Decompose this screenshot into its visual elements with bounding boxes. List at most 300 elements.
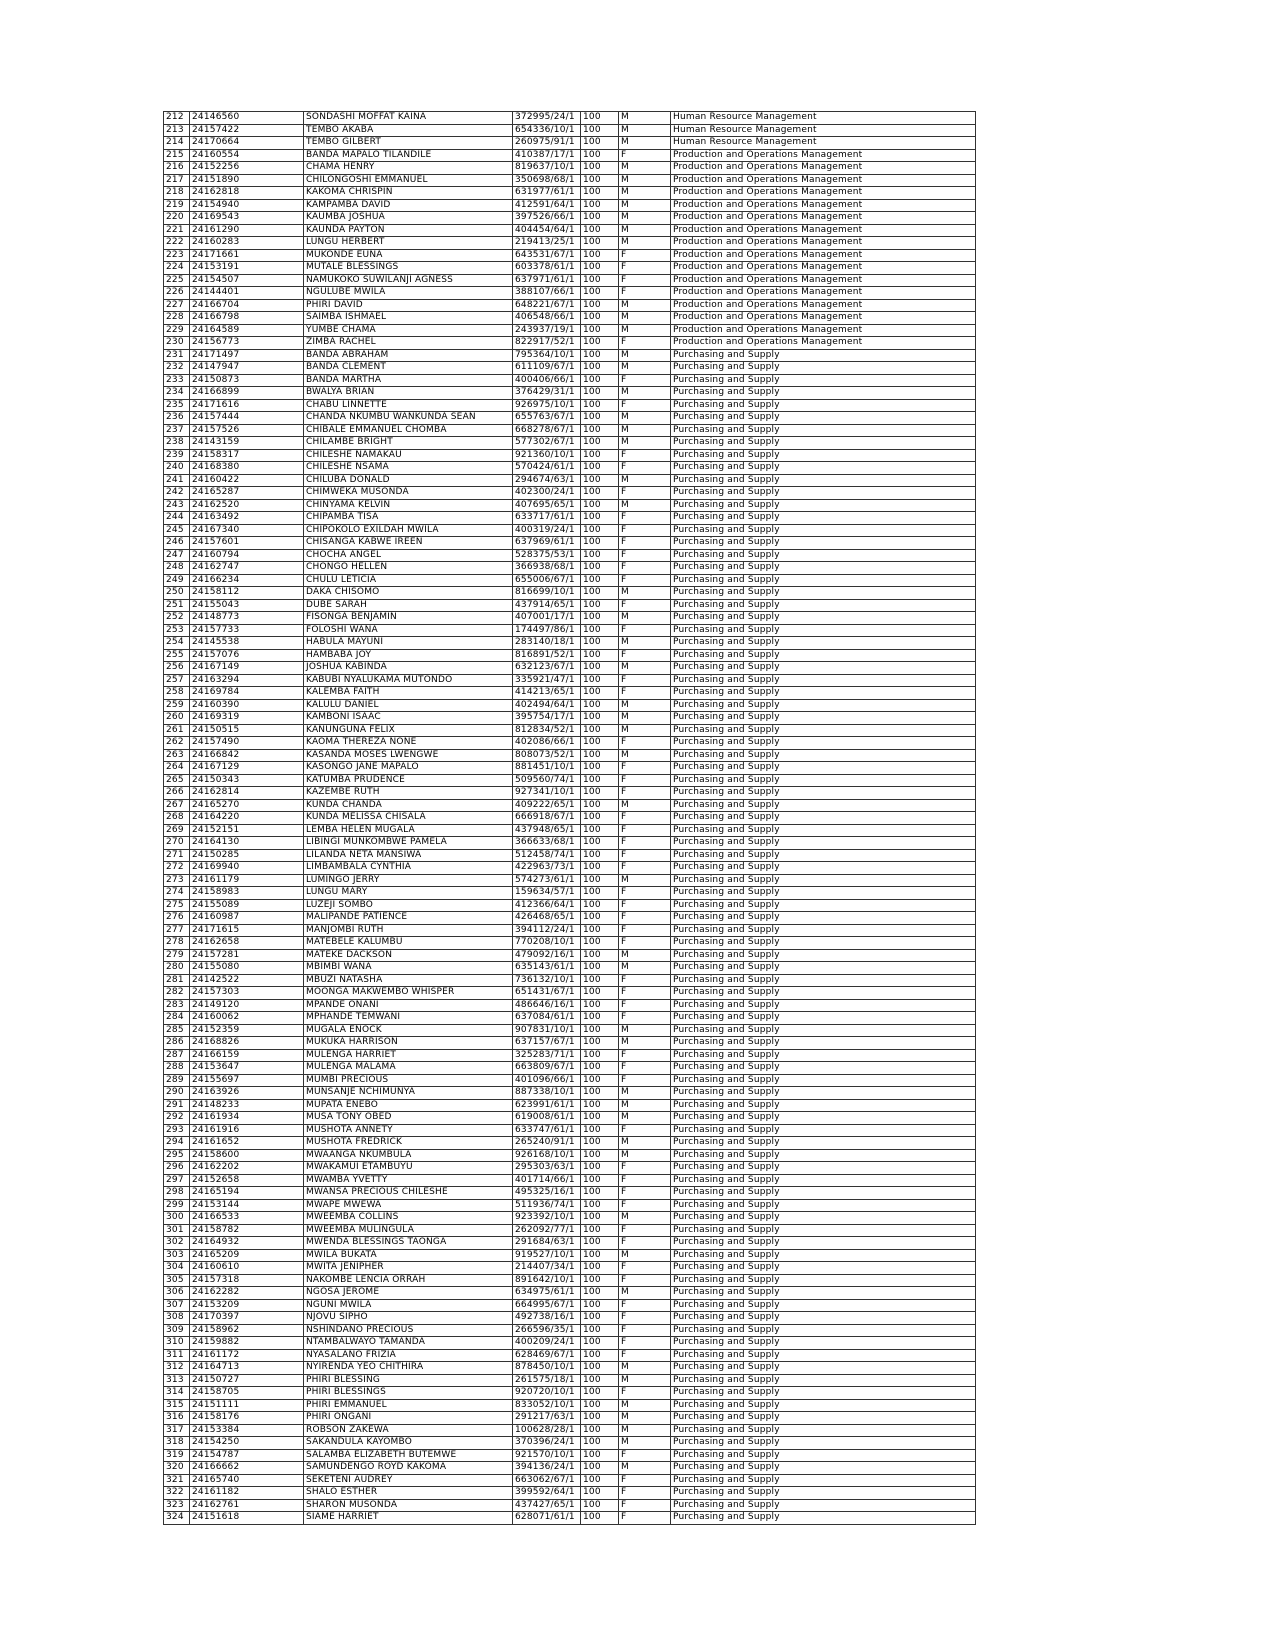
sex-cell: M bbox=[619, 387, 671, 400]
sex-cell: F bbox=[619, 987, 671, 1000]
student-name-cell: LIMBAMBALA CYNTHIA bbox=[304, 862, 513, 875]
programme-cell: Purchasing and Supply bbox=[671, 1287, 976, 1300]
score-cell: 100 bbox=[581, 824, 619, 837]
table-row bbox=[164, 1149, 976, 1162]
programme-cell: Purchasing and Supply bbox=[671, 412, 976, 425]
row-number-cell: 318 bbox=[164, 1437, 190, 1450]
row-number-cell: 311 bbox=[164, 1349, 190, 1362]
student-id-cell: 24157422 bbox=[190, 124, 304, 137]
nrc-number-cell: 637157/67/1 bbox=[513, 1037, 581, 1050]
student-name-cell: MWAKAMUI ETAMBUYU bbox=[304, 1162, 513, 1175]
sex-cell: M bbox=[619, 1462, 671, 1475]
table-row bbox=[164, 1024, 976, 1037]
programme-cell: Purchasing and Supply bbox=[671, 1349, 976, 1362]
nrc-number-cell: 512458/74/1 bbox=[513, 849, 581, 862]
sex-cell: M bbox=[619, 662, 671, 675]
table-row bbox=[164, 1374, 976, 1387]
student-name-cell: MATEBELE KALUMBU bbox=[304, 937, 513, 950]
student-id-cell: 24157601 bbox=[190, 537, 304, 550]
nrc-number-cell: 394136/24/1 bbox=[513, 1462, 581, 1475]
row-number-cell: 218 bbox=[164, 187, 190, 200]
student-name-cell: NGUNI MWILA bbox=[304, 1299, 513, 1312]
sex-cell: F bbox=[619, 812, 671, 825]
sex-cell: M bbox=[619, 699, 671, 712]
score-cell: 100 bbox=[581, 1137, 619, 1150]
sex-cell: M bbox=[619, 1399, 671, 1412]
student-name-cell: LUNGU MARY bbox=[304, 887, 513, 900]
score-cell: 100 bbox=[581, 1462, 619, 1475]
row-number-cell: 247 bbox=[164, 549, 190, 562]
student-id-cell: 24156773 bbox=[190, 337, 304, 350]
student-name-cell: MWENDA BLESSINGS TAONGA bbox=[304, 1237, 513, 1250]
programme-cell: Purchasing and Supply bbox=[671, 812, 976, 825]
student-name-cell: CHABU LINNETTE bbox=[304, 399, 513, 412]
nrc-number-cell: 325283/71/1 bbox=[513, 1049, 581, 1062]
table-row bbox=[164, 424, 976, 437]
table-row bbox=[164, 1112, 976, 1125]
student-list-body bbox=[164, 112, 976, 1525]
nrc-number-cell: 402494/64/1 bbox=[513, 699, 581, 712]
student-name-cell: SAMUNDENGO ROYD KAKOMA bbox=[304, 1462, 513, 1475]
programme-cell: Purchasing and Supply bbox=[671, 1162, 976, 1175]
nrc-number-cell: 262092/77/1 bbox=[513, 1224, 581, 1237]
score-cell: 100 bbox=[581, 249, 619, 262]
sex-cell: F bbox=[619, 262, 671, 275]
sex-cell: F bbox=[619, 687, 671, 700]
table-row bbox=[164, 1087, 976, 1100]
programme-cell: Purchasing and Supply bbox=[671, 1074, 976, 1087]
sex-cell: F bbox=[619, 487, 671, 500]
programme-cell: Purchasing and Supply bbox=[671, 1437, 976, 1450]
student-name-cell: DUBE SARAH bbox=[304, 599, 513, 612]
nrc-number-cell: 437914/65/1 bbox=[513, 599, 581, 612]
student-name-cell: MBIMBI WANA bbox=[304, 962, 513, 975]
sex-cell: M bbox=[619, 1099, 671, 1112]
programme-cell: Purchasing and Supply bbox=[671, 849, 976, 862]
nrc-number-cell: 399592/64/1 bbox=[513, 1487, 581, 1500]
score-cell: 100 bbox=[581, 1099, 619, 1112]
student-name-cell: TEMBO AKABA bbox=[304, 124, 513, 137]
score-cell: 100 bbox=[581, 587, 619, 600]
score-cell: 100 bbox=[581, 1487, 619, 1500]
student-name-cell: KAUMBA JOSHUA bbox=[304, 212, 513, 225]
nrc-number-cell: 770208/10/1 bbox=[513, 937, 581, 950]
student-id-cell: 24162761 bbox=[190, 1499, 304, 1512]
nrc-number-cell: 366938/68/1 bbox=[513, 562, 581, 575]
student-id-cell: 24150343 bbox=[190, 774, 304, 787]
table-row bbox=[164, 849, 976, 862]
programme-cell: Purchasing and Supply bbox=[671, 712, 976, 725]
score-cell: 100 bbox=[581, 299, 619, 312]
student-id-cell: 24142522 bbox=[190, 974, 304, 987]
nrc-number-cell: 397526/66/1 bbox=[513, 212, 581, 225]
student-id-cell: 24164932 bbox=[190, 1237, 304, 1250]
nrc-number-cell: 395754/17/1 bbox=[513, 712, 581, 725]
score-cell: 100 bbox=[581, 1374, 619, 1387]
sex-cell: F bbox=[619, 674, 671, 687]
sex-cell: M bbox=[619, 224, 671, 237]
sex-cell: F bbox=[619, 762, 671, 775]
student-id-cell: 24158600 bbox=[190, 1149, 304, 1162]
nrc-number-cell: 402086/66/1 bbox=[513, 737, 581, 750]
sex-cell: F bbox=[619, 837, 671, 850]
score-cell: 100 bbox=[581, 1274, 619, 1287]
row-number-cell: 269 bbox=[164, 824, 190, 837]
sex-cell: F bbox=[619, 1062, 671, 1075]
nrc-number-cell: 822917/52/1 bbox=[513, 337, 581, 350]
table-row bbox=[164, 1474, 976, 1487]
score-cell: 100 bbox=[581, 174, 619, 187]
sex-cell: M bbox=[619, 1137, 671, 1150]
student-name-cell: MULENGA MALAMA bbox=[304, 1062, 513, 1075]
row-number-cell: 274 bbox=[164, 887, 190, 900]
student-name-cell: PHIRI DAVID bbox=[304, 299, 513, 312]
nrc-number-cell: 648221/67/1 bbox=[513, 299, 581, 312]
programme-cell: Purchasing and Supply bbox=[671, 1174, 976, 1187]
row-number-cell: 305 bbox=[164, 1274, 190, 1287]
programme-cell: Purchasing and Supply bbox=[671, 1224, 976, 1237]
programme-cell: Purchasing and Supply bbox=[671, 1112, 976, 1125]
student-name-cell: ROBSON ZAKEWA bbox=[304, 1424, 513, 1437]
student-id-cell: 24163926 bbox=[190, 1087, 304, 1100]
nrc-number-cell: 655763/67/1 bbox=[513, 412, 581, 425]
nrc-number-cell: 632123/67/1 bbox=[513, 662, 581, 675]
sex-cell: F bbox=[619, 862, 671, 875]
sex-cell: M bbox=[619, 174, 671, 187]
row-number-cell: 251 bbox=[164, 599, 190, 612]
nrc-number-cell: 651431/67/1 bbox=[513, 987, 581, 1000]
sex-cell: M bbox=[619, 312, 671, 325]
nrc-number-cell: 511936/74/1 bbox=[513, 1199, 581, 1212]
sex-cell: F bbox=[619, 1074, 671, 1087]
score-cell: 100 bbox=[581, 812, 619, 825]
programme-cell: Purchasing and Supply bbox=[671, 799, 976, 812]
row-number-cell: 250 bbox=[164, 587, 190, 600]
nrc-number-cell: 623991/61/1 bbox=[513, 1099, 581, 1112]
sex-cell: F bbox=[619, 1499, 671, 1512]
nrc-number-cell: 492738/16/1 bbox=[513, 1312, 581, 1325]
programme-cell: Purchasing and Supply bbox=[671, 737, 976, 750]
nrc-number-cell: 619008/61/1 bbox=[513, 1112, 581, 1125]
table-row bbox=[164, 812, 976, 825]
table-row bbox=[164, 1412, 976, 1425]
sex-cell: F bbox=[619, 1124, 671, 1137]
programme-cell: Purchasing and Supply bbox=[671, 462, 976, 475]
programme-cell: Purchasing and Supply bbox=[671, 774, 976, 787]
score-cell: 100 bbox=[581, 537, 619, 550]
score-cell: 100 bbox=[581, 1212, 619, 1225]
student-id-cell: 24167340 bbox=[190, 524, 304, 537]
sex-cell: F bbox=[619, 1337, 671, 1350]
student-id-cell: 24166798 bbox=[190, 312, 304, 325]
table-row bbox=[164, 237, 976, 250]
student-id-cell: 24151111 bbox=[190, 1399, 304, 1412]
row-number-cell: 314 bbox=[164, 1387, 190, 1400]
row-number-cell: 265 bbox=[164, 774, 190, 787]
sex-cell: M bbox=[619, 1424, 671, 1437]
row-number-cell: 324 bbox=[164, 1512, 190, 1525]
student-name-cell: KANUNGUNA FELIX bbox=[304, 724, 513, 737]
programme-cell: Production and Operations Management bbox=[671, 149, 976, 162]
nrc-number-cell: 412591/64/1 bbox=[513, 199, 581, 212]
table-row bbox=[164, 887, 976, 900]
student-name-cell: MWEEMBA COLLINS bbox=[304, 1212, 513, 1225]
programme-cell: Purchasing and Supply bbox=[671, 787, 976, 800]
student-id-cell: 24169319 bbox=[190, 712, 304, 725]
table-row bbox=[164, 1237, 976, 1250]
table-row bbox=[164, 1124, 976, 1137]
score-cell: 100 bbox=[581, 1024, 619, 1037]
student-id-cell: 24155043 bbox=[190, 599, 304, 612]
student-name-cell: LEMBA HELEN MUGALA bbox=[304, 824, 513, 837]
student-id-cell: 24150727 bbox=[190, 1374, 304, 1387]
student-id-cell: 24157733 bbox=[190, 624, 304, 637]
table-row bbox=[164, 1437, 976, 1450]
score-cell: 100 bbox=[581, 349, 619, 362]
row-number-cell: 294 bbox=[164, 1137, 190, 1150]
student-id-cell: 24160554 bbox=[190, 149, 304, 162]
programme-cell: Purchasing and Supply bbox=[671, 612, 976, 625]
row-number-cell: 219 bbox=[164, 199, 190, 212]
row-number-cell: 262 bbox=[164, 737, 190, 750]
sex-cell: F bbox=[619, 549, 671, 562]
student-id-cell: 24166899 bbox=[190, 387, 304, 400]
row-number-cell: 284 bbox=[164, 1012, 190, 1025]
sex-cell: F bbox=[619, 1012, 671, 1025]
row-number-cell: 295 bbox=[164, 1149, 190, 1162]
score-cell: 100 bbox=[581, 1224, 619, 1237]
score-cell: 100 bbox=[581, 274, 619, 287]
student-name-cell: MUTALE BLESSINGS bbox=[304, 262, 513, 275]
table-row bbox=[164, 599, 976, 612]
table-row bbox=[164, 1387, 976, 1400]
nrc-number-cell: 294674/63/1 bbox=[513, 474, 581, 487]
row-number-cell: 277 bbox=[164, 924, 190, 937]
score-cell: 100 bbox=[581, 1474, 619, 1487]
table-row bbox=[164, 837, 976, 850]
student-id-cell: 24144401 bbox=[190, 287, 304, 300]
row-number-cell: 309 bbox=[164, 1324, 190, 1337]
table-row bbox=[164, 124, 976, 137]
score-cell: 100 bbox=[581, 1062, 619, 1075]
table-row bbox=[164, 1287, 976, 1300]
programme-cell: Purchasing and Supply bbox=[671, 1324, 976, 1337]
sex-cell: F bbox=[619, 462, 671, 475]
table-row bbox=[164, 149, 976, 162]
sex-cell: M bbox=[619, 874, 671, 887]
student-name-cell: CHILESHE NAMAKAU bbox=[304, 449, 513, 462]
student-id-cell: 24159882 bbox=[190, 1337, 304, 1350]
student-id-cell: 24164130 bbox=[190, 837, 304, 850]
table-row bbox=[164, 1424, 976, 1437]
table-row bbox=[164, 374, 976, 387]
row-number-cell: 316 bbox=[164, 1412, 190, 1425]
row-number-cell: 225 bbox=[164, 274, 190, 287]
row-number-cell: 291 bbox=[164, 1099, 190, 1112]
student-id-cell: 24164713 bbox=[190, 1362, 304, 1375]
row-number-cell: 238 bbox=[164, 437, 190, 450]
score-cell: 100 bbox=[581, 1387, 619, 1400]
score-cell: 100 bbox=[581, 1112, 619, 1125]
student-name-cell: CHILESHE NSAMA bbox=[304, 462, 513, 475]
score-cell: 100 bbox=[581, 999, 619, 1012]
programme-cell: Purchasing and Supply bbox=[671, 1137, 976, 1150]
row-number-cell: 298 bbox=[164, 1187, 190, 1200]
table-row bbox=[164, 1399, 976, 1412]
score-cell: 100 bbox=[581, 649, 619, 662]
nrc-number-cell: 283140/18/1 bbox=[513, 637, 581, 650]
student-id-cell: 24157490 bbox=[190, 737, 304, 750]
programme-cell: Purchasing and Supply bbox=[671, 887, 976, 900]
student-id-cell: 24160610 bbox=[190, 1262, 304, 1275]
row-number-cell: 302 bbox=[164, 1237, 190, 1250]
student-id-cell: 24163294 bbox=[190, 674, 304, 687]
nrc-number-cell: 816699/10/1 bbox=[513, 587, 581, 600]
score-cell: 100 bbox=[581, 112, 619, 125]
programme-cell: Purchasing and Supply bbox=[671, 1499, 976, 1512]
nrc-number-cell: 663062/67/1 bbox=[513, 1474, 581, 1487]
programme-cell: Purchasing and Supply bbox=[671, 1474, 976, 1487]
score-cell: 100 bbox=[581, 337, 619, 350]
table-row bbox=[164, 1062, 976, 1075]
sex-cell: M bbox=[619, 962, 671, 975]
nrc-number-cell: 663809/67/1 bbox=[513, 1062, 581, 1075]
row-number-cell: 257 bbox=[164, 674, 190, 687]
programme-cell: Purchasing and Supply bbox=[671, 1187, 976, 1200]
student-name-cell: MWILA BUKATA bbox=[304, 1249, 513, 1262]
score-cell: 100 bbox=[581, 474, 619, 487]
sex-cell: F bbox=[619, 1387, 671, 1400]
student-name-cell: LUNGU HERBERT bbox=[304, 237, 513, 250]
table-row bbox=[164, 1037, 976, 1050]
table-row bbox=[164, 912, 976, 925]
sex-cell: F bbox=[619, 449, 671, 462]
score-cell: 100 bbox=[581, 137, 619, 150]
score-cell: 100 bbox=[581, 1037, 619, 1050]
student-name-cell: MUSHOTA ANNETY bbox=[304, 1124, 513, 1137]
sex-cell: F bbox=[619, 1199, 671, 1212]
programme-cell: Production and Operations Management bbox=[671, 324, 976, 337]
sex-cell: F bbox=[619, 1324, 671, 1337]
programme-cell: Human Resource Management bbox=[671, 137, 976, 150]
programme-cell: Purchasing and Supply bbox=[671, 1087, 976, 1100]
score-cell: 100 bbox=[581, 262, 619, 275]
nrc-number-cell: 402300/24/1 bbox=[513, 487, 581, 500]
sex-cell: F bbox=[619, 249, 671, 262]
table-row bbox=[164, 1362, 976, 1375]
student-id-cell: 24153384 bbox=[190, 1424, 304, 1437]
score-cell: 100 bbox=[581, 1124, 619, 1137]
table-row bbox=[164, 937, 976, 950]
nrc-number-cell: 920720/10/1 bbox=[513, 1387, 581, 1400]
score-cell: 100 bbox=[581, 1424, 619, 1437]
row-number-cell: 270 bbox=[164, 837, 190, 850]
table-row bbox=[164, 524, 976, 537]
programme-cell: Purchasing and Supply bbox=[671, 349, 976, 362]
programme-cell: Production and Operations Management bbox=[671, 162, 976, 175]
row-number-cell: 321 bbox=[164, 1474, 190, 1487]
student-id-cell: 24168826 bbox=[190, 1037, 304, 1050]
student-name-cell: KASANDA MOSES LWENGWE bbox=[304, 749, 513, 762]
row-number-cell: 310 bbox=[164, 1337, 190, 1350]
student-name-cell: HAMBABA JOY bbox=[304, 649, 513, 662]
score-cell: 100 bbox=[581, 1287, 619, 1300]
student-id-cell: 24158112 bbox=[190, 587, 304, 600]
student-id-cell: 24166662 bbox=[190, 1462, 304, 1475]
student-id-cell: 24161179 bbox=[190, 874, 304, 887]
programme-cell: Purchasing and Supply bbox=[671, 1099, 976, 1112]
nrc-number-cell: 921360/10/1 bbox=[513, 449, 581, 462]
student-name-cell: SHALO ESTHER bbox=[304, 1487, 513, 1500]
sex-cell: M bbox=[619, 187, 671, 200]
student-id-cell: 24155089 bbox=[190, 899, 304, 912]
row-number-cell: 214 bbox=[164, 137, 190, 150]
score-cell: 100 bbox=[581, 762, 619, 775]
sex-cell: M bbox=[619, 199, 671, 212]
student-name-cell: PHIRI BLESSING bbox=[304, 1374, 513, 1387]
student-id-cell: 24160987 bbox=[190, 912, 304, 925]
student-id-cell: 24155080 bbox=[190, 962, 304, 975]
score-cell: 100 bbox=[581, 1199, 619, 1212]
score-cell: 100 bbox=[581, 1512, 619, 1525]
nrc-number-cell: 437427/65/1 bbox=[513, 1499, 581, 1512]
programme-cell: Purchasing and Supply bbox=[671, 699, 976, 712]
row-number-cell: 212 bbox=[164, 112, 190, 125]
student-name-cell: MUSHOTA FREDRICK bbox=[304, 1137, 513, 1150]
table-row bbox=[164, 787, 976, 800]
sex-cell: F bbox=[619, 787, 671, 800]
nrc-number-cell: 400319/24/1 bbox=[513, 524, 581, 537]
nrc-number-cell: 655006/67/1 bbox=[513, 574, 581, 587]
nrc-number-cell: 376429/31/1 bbox=[513, 387, 581, 400]
nrc-number-cell: 637971/61/1 bbox=[513, 274, 581, 287]
score-cell: 100 bbox=[581, 424, 619, 437]
programme-cell: Purchasing and Supply bbox=[671, 1362, 976, 1375]
score-cell: 100 bbox=[581, 837, 619, 850]
student-id-cell: 24153209 bbox=[190, 1299, 304, 1312]
sex-cell: M bbox=[619, 1287, 671, 1300]
student-name-cell: MWEEMBA MULINGULA bbox=[304, 1224, 513, 1237]
student-id-cell: 24163492 bbox=[190, 512, 304, 525]
student-name-cell: KUNDA CHANDA bbox=[304, 799, 513, 812]
programme-cell: Purchasing and Supply bbox=[671, 524, 976, 537]
sex-cell: M bbox=[619, 1374, 671, 1387]
row-number-cell: 243 bbox=[164, 499, 190, 512]
student-name-cell: PHIRI ONGANI bbox=[304, 1412, 513, 1425]
sex-cell: F bbox=[619, 537, 671, 550]
table-row bbox=[164, 899, 976, 912]
programme-cell: Production and Operations Management bbox=[671, 337, 976, 350]
table-row bbox=[164, 162, 976, 175]
student-name-cell: CHILONGOSHI EMMANUEL bbox=[304, 174, 513, 187]
student-name-cell: KAMBONI ISAAC bbox=[304, 712, 513, 725]
student-id-cell: 24153144 bbox=[190, 1199, 304, 1212]
table-row bbox=[164, 774, 976, 787]
sex-cell: F bbox=[619, 1274, 671, 1287]
score-cell: 100 bbox=[581, 724, 619, 737]
row-number-cell: 285 bbox=[164, 1024, 190, 1037]
programme-cell: Purchasing and Supply bbox=[671, 437, 976, 450]
student-id-cell: 24171616 bbox=[190, 399, 304, 412]
score-cell: 100 bbox=[581, 449, 619, 462]
student-name-cell: MUKONDE EUNA bbox=[304, 249, 513, 262]
programme-cell: Production and Operations Management bbox=[671, 187, 976, 200]
row-number-cell: 315 bbox=[164, 1399, 190, 1412]
nrc-number-cell: 736132/10/1 bbox=[513, 974, 581, 987]
student-id-cell: 24149120 bbox=[190, 999, 304, 1012]
student-id-cell: 24147947 bbox=[190, 362, 304, 375]
nrc-number-cell: 878450/10/1 bbox=[513, 1362, 581, 1375]
